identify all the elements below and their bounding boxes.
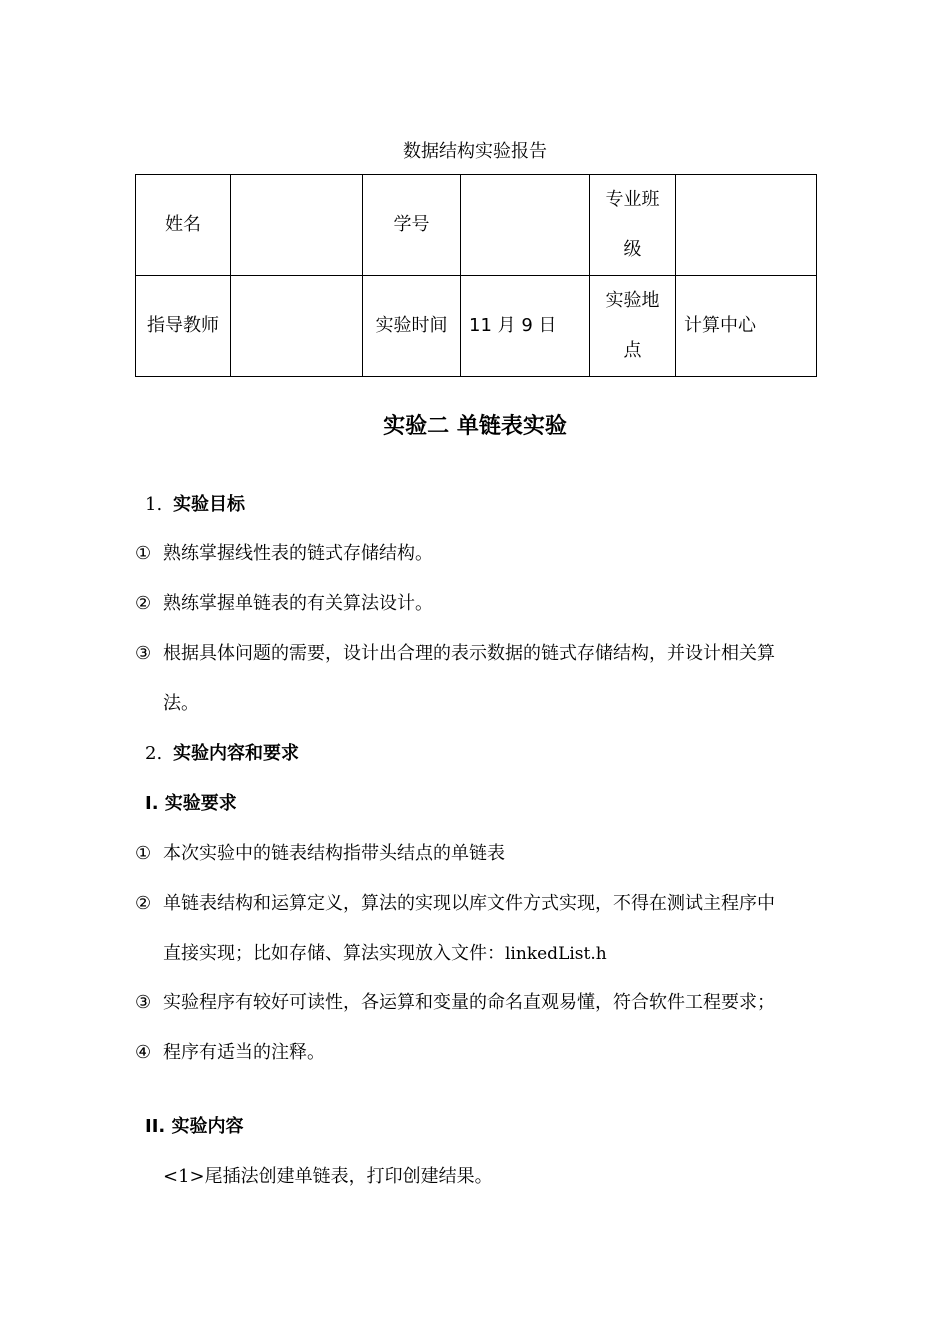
item-mark: ② bbox=[135, 893, 152, 914]
table-row bbox=[136, 175, 817, 276]
table-row bbox=[136, 276, 817, 377]
item-text: 熟练掌握单链表的有关算法设计。 bbox=[163, 593, 433, 614]
section2-title: 实验内容和要求 bbox=[173, 743, 299, 764]
item-text: 程序有适当的注释。 bbox=[163, 1042, 325, 1063]
class-label bbox=[590, 175, 676, 276]
item-mark: ③ bbox=[135, 992, 152, 1013]
item-text: 熟练掌握线性表的链式存储结构。 bbox=[163, 543, 433, 564]
name-value bbox=[231, 175, 363, 276]
place-label-line1: 实验地 bbox=[605, 290, 660, 311]
item-mark: ④ bbox=[135, 1042, 152, 1063]
name-label: 姓名 bbox=[136, 175, 231, 276]
item-continuation: 法。 bbox=[163, 693, 199, 714]
list-item bbox=[135, 1038, 325, 1064]
list-item bbox=[135, 539, 433, 565]
item-tag: <1> bbox=[163, 1166, 205, 1187]
list-item bbox=[135, 988, 775, 1014]
student-id-value bbox=[461, 175, 590, 276]
list-item bbox=[135, 639, 775, 665]
info-table bbox=[135, 174, 817, 377]
list-item bbox=[135, 589, 433, 615]
item-text: 本次实验中的链表结构指带头结点的单链表 bbox=[163, 843, 505, 864]
class-value bbox=[676, 175, 817, 276]
item-mark: ① bbox=[135, 543, 152, 564]
subsection1-title: I. 实验要求 bbox=[145, 793, 237, 814]
time-label: 实验时间 bbox=[363, 276, 461, 377]
item-text: 尾插法创建单链表，打印创建结果。 bbox=[204, 1166, 493, 1187]
class-label-line1: 专业班 bbox=[605, 189, 660, 210]
place-label bbox=[590, 276, 676, 377]
list-item bbox=[163, 1162, 493, 1188]
section1-heading bbox=[145, 490, 245, 516]
experiment-title: 实验二 单链表实验 bbox=[383, 414, 567, 439]
report-title: 数据结构实验报告 bbox=[403, 141, 547, 162]
class-label-line2: 级 bbox=[623, 239, 642, 260]
item-continuation-text: 直接实现；比如存储、算法实现放入文件： bbox=[163, 943, 505, 964]
section1-number: 1. bbox=[145, 494, 163, 515]
item-text: 单链表结构和运算定义，算法的实现以库文件方式实现，不得在测试主程序中 bbox=[163, 893, 775, 914]
list-item bbox=[135, 839, 505, 865]
section2-heading bbox=[145, 739, 299, 765]
student-id-label: 学号 bbox=[363, 175, 461, 276]
item-mark: ③ bbox=[135, 643, 152, 664]
teacher-value bbox=[231, 276, 363, 377]
time-value: 11 月 9 日 bbox=[461, 276, 590, 377]
place-label-line2: 点 bbox=[623, 340, 642, 361]
teacher-label: 指导教师 bbox=[136, 276, 231, 377]
item-text: 根据具体问题的需要，设计出合理的表示数据的链式存储结构，并设计相关算 bbox=[163, 643, 775, 664]
item-mark: ① bbox=[135, 843, 152, 864]
section1-title: 实验目标 bbox=[173, 494, 245, 515]
item-mark: ② bbox=[135, 593, 152, 614]
item-text: 实验程序有较好可读性，各运算和变量的命名直观易懂，符合软件工程要求； bbox=[163, 992, 775, 1013]
section2-number: 2. bbox=[145, 743, 163, 764]
place-value: 计算中心 bbox=[676, 276, 817, 377]
item-continuation bbox=[163, 939, 607, 965]
file-name: linkedList.h bbox=[505, 944, 607, 964]
subsection2-title: II. 实验内容 bbox=[145, 1116, 244, 1137]
list-item bbox=[135, 889, 775, 915]
